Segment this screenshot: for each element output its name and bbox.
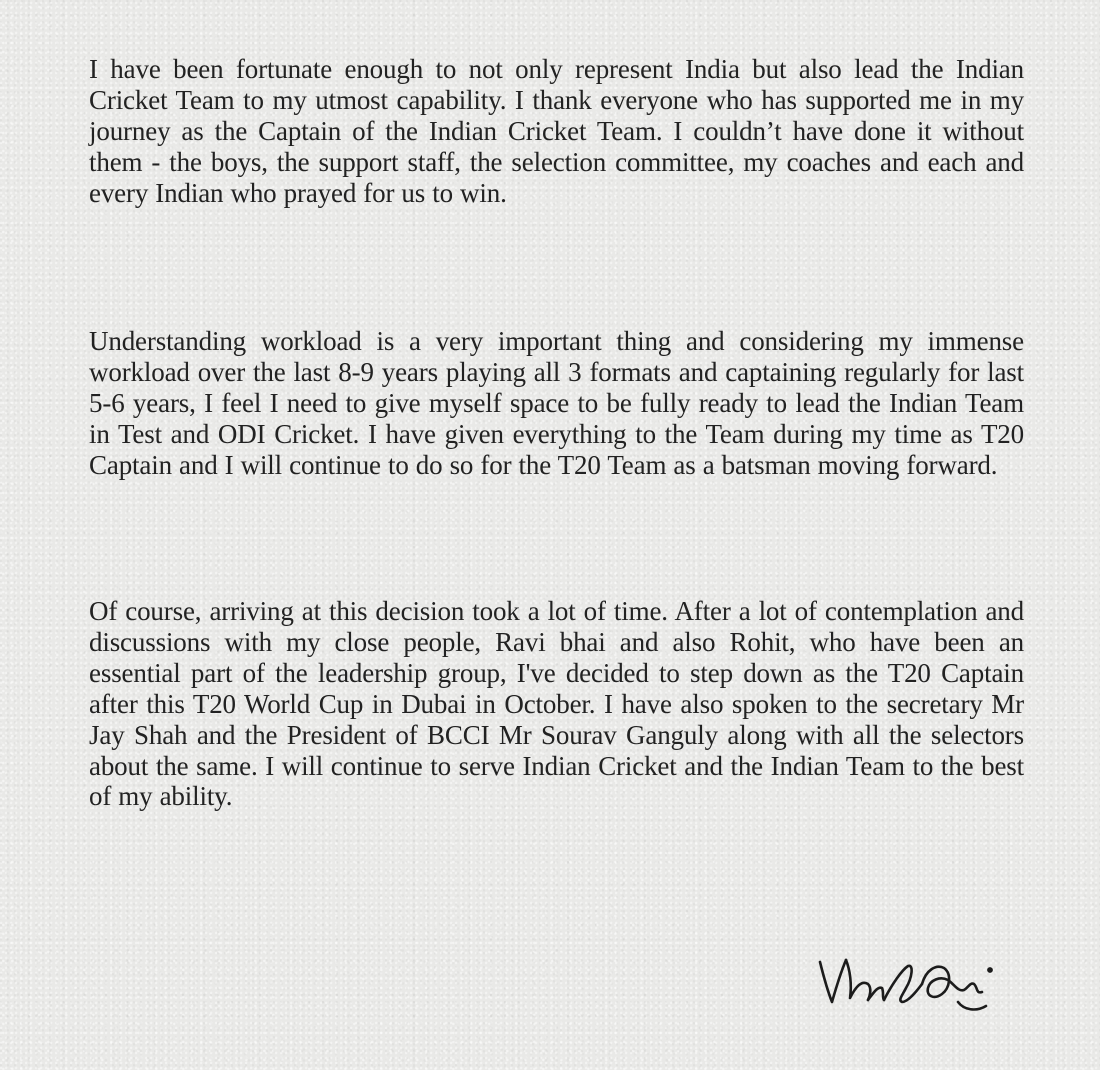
signature-drawing [812,940,1012,1030]
paragraph-decision: Of course, arriving at this decision took a lot of time. After a lot of contemplation and discussions with my close people, Ravi bhai and also Rohit, who have been an essential part of the leadership group, I've decided to step down as the T20 Captain after this T20 World Cup in Dubai in October. I have also spoken to the secretary Mr Jay Shah and the President of BCCI Mr Sourav Ganguly along with all the selectors about the same. I will continue to serve Indian Cricket and the Indian Team to the best of my ability. [89,596,1024,812]
paragraph-gratitude: I have been fortunate enough to not only represent India but also lead the Indian Cricket Team to my utmost capability. I thank everyone who has supported me in my journey as the Captain of the Indian Cricket Team. I couldn’t have done it without them - the boys, the support staff, the selection committee, my coaches and each and every Indian who prayed for us to win. [89,54,1024,208]
paragraph-workload: Understanding workload is a very important thing and considering my immense workload over the last 8-9 years playing all 3 formats and captaining regularly for last 5-6 years, I feel I need to give myself space to be fully ready to lead the Indian Team in Test and ODI Cricket. I have given everything to the Team during my time as T20 Captain and I will continue to do so for the T20 Team as a batsman moving forward. [89,326,1024,480]
handwritten-signature [812,940,1012,1030]
